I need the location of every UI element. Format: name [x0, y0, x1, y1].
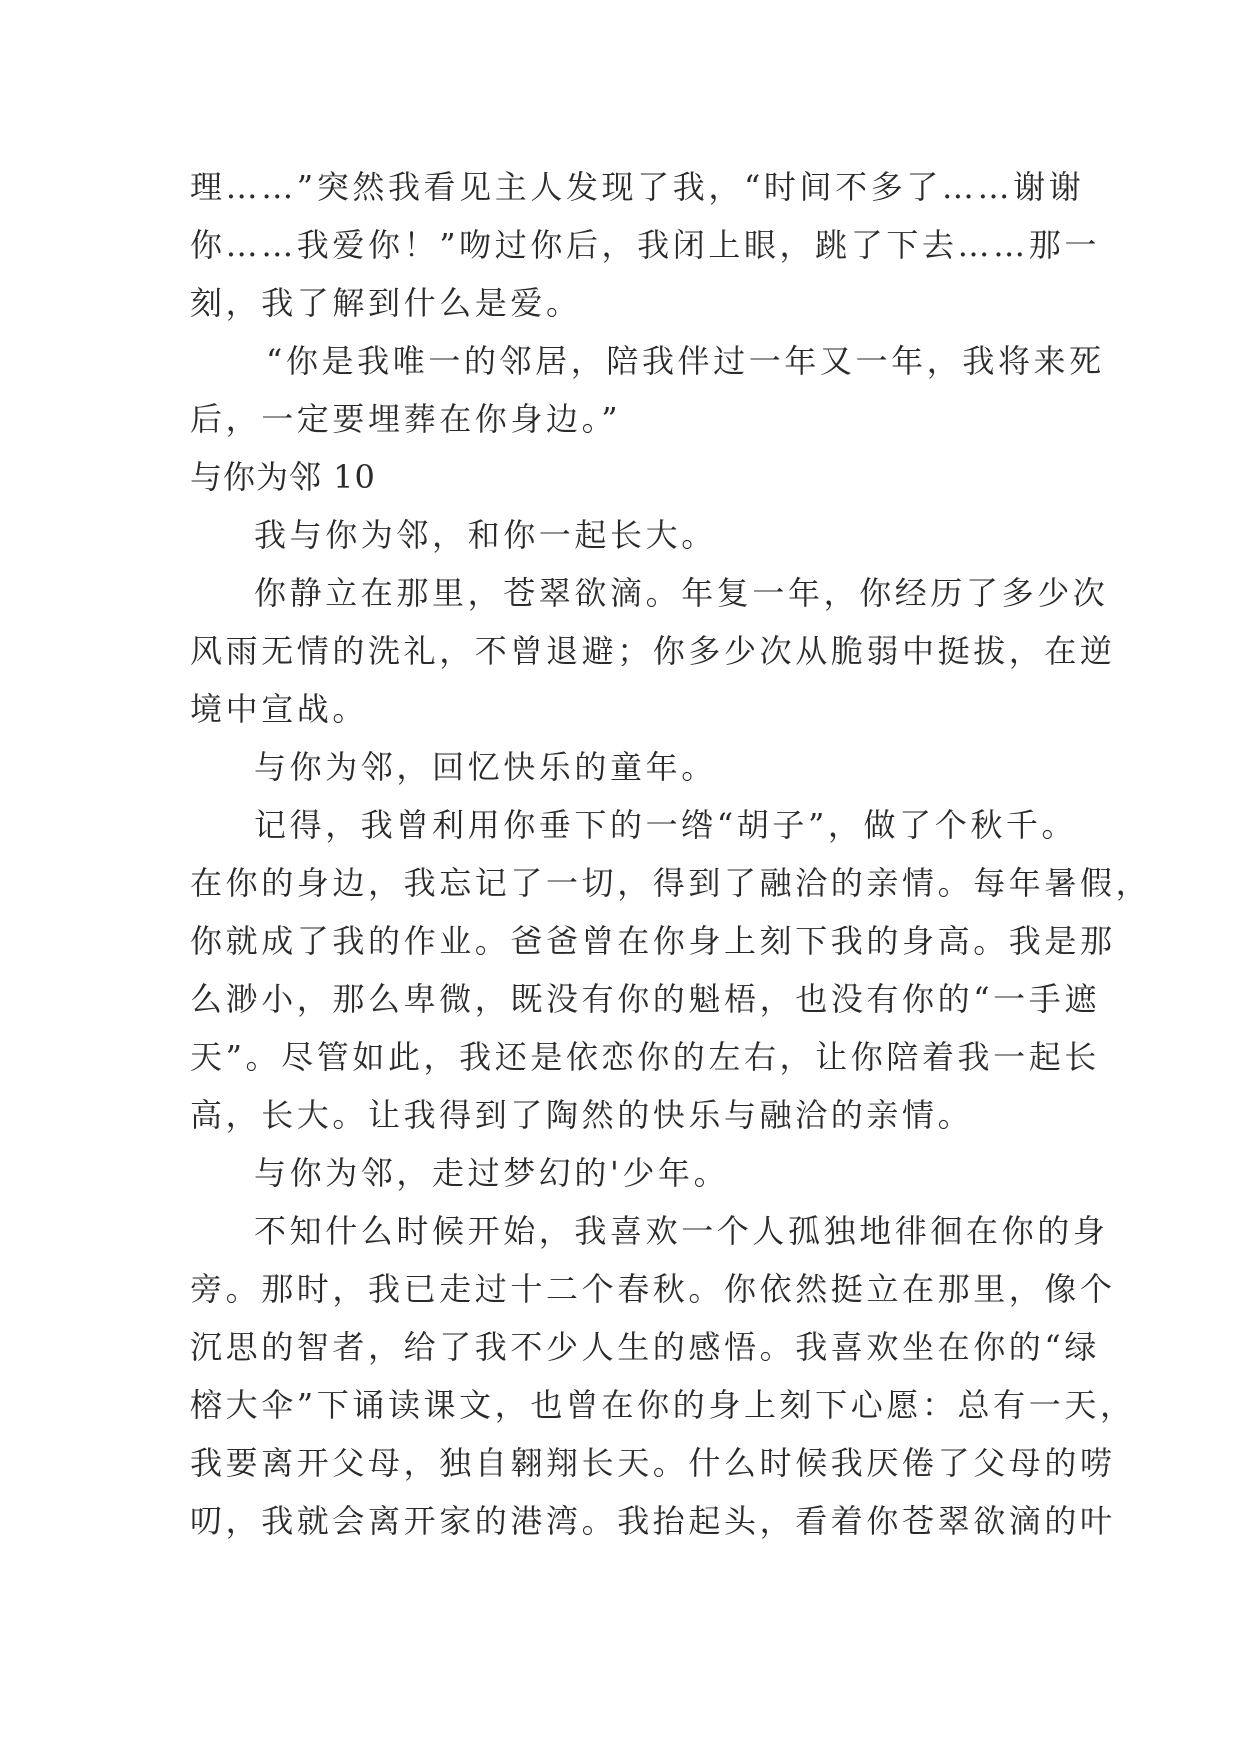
text-line: 在你的身边，我忘记了一切，得到了融洽的亲情。每年暑假，	[190, 864, 1152, 902]
text-line: 我要离开父母，独自翱翔长天。什么时候我厌倦了父母的唠	[190, 1444, 1116, 1482]
text-line: 与你为邻，走过梦幻的'少年。	[254, 1154, 730, 1192]
text-line: 刻，我了解到什么是爱。	[190, 284, 582, 322]
text-line: 天”。尽管如此，我还是依恋你的左右，让你陪着我一起长	[190, 1038, 1100, 1076]
text-line: 后，一定要埋葬在你身边。”	[190, 400, 622, 438]
text-line: 旁。那时，我已走过十二个春秋。你依然挺立在那里，像个	[190, 1270, 1116, 1308]
text-line: 你就成了我的作业。爸爸曾在你身上刻下我的身高。我是那	[190, 922, 1116, 960]
text-line: 榕大伞”下诵读课文，也曾在你的身上刻下心愿：总有一天，	[190, 1386, 1136, 1424]
text-line: 你……我爱你！”吻过你后，我闭上眼，跳了下去……那一	[190, 226, 1100, 264]
text-line: 么渺小，那么卑微，既没有你的魁梧，也没有你的“一手遮	[190, 980, 1100, 1018]
text-line: 风雨无情的洗礼，不曾退避；你多少次从脆弱中挺拔，在逆	[190, 632, 1116, 670]
text-line: 你静立在那里，苍翠欲滴。年复一年，你经历了多少次	[254, 574, 1109, 612]
text-line: 与你为邻，回忆快乐的童年。	[254, 748, 717, 786]
text-line: 记得，我曾利用你垂下的一绺“胡子”，做了个秋千。	[254, 806, 1078, 844]
text-line: 叨，我就会离开家的港湾。我抬起头，看着你苍翠欲滴的叶	[190, 1502, 1116, 1540]
text-line: 理……”突然我看见主人发现了我，“时间不多了……谢谢	[190, 168, 1085, 206]
text-line: 境中宣战。	[190, 690, 369, 728]
text-line: 我与你为邻，和你一起长大。	[254, 516, 717, 554]
text-line: 高，长大。让我得到了陶然的快乐与融洽的亲情。	[190, 1096, 974, 1134]
text-line: 不知什么时候开始，我喜欢一个人孤独地徘徊在你的身	[254, 1212, 1109, 1250]
text-line: 沉思的智者，给了我不少人生的感悟。我喜欢坐在你的“绿	[190, 1328, 1100, 1366]
text-line: “你是我唯一的邻居，陪我伴过一年又一年，我将来死	[266, 342, 1105, 380]
section-heading: 与你为邻 10	[190, 458, 376, 496]
essay-text	[190, 158, 1152, 1550]
